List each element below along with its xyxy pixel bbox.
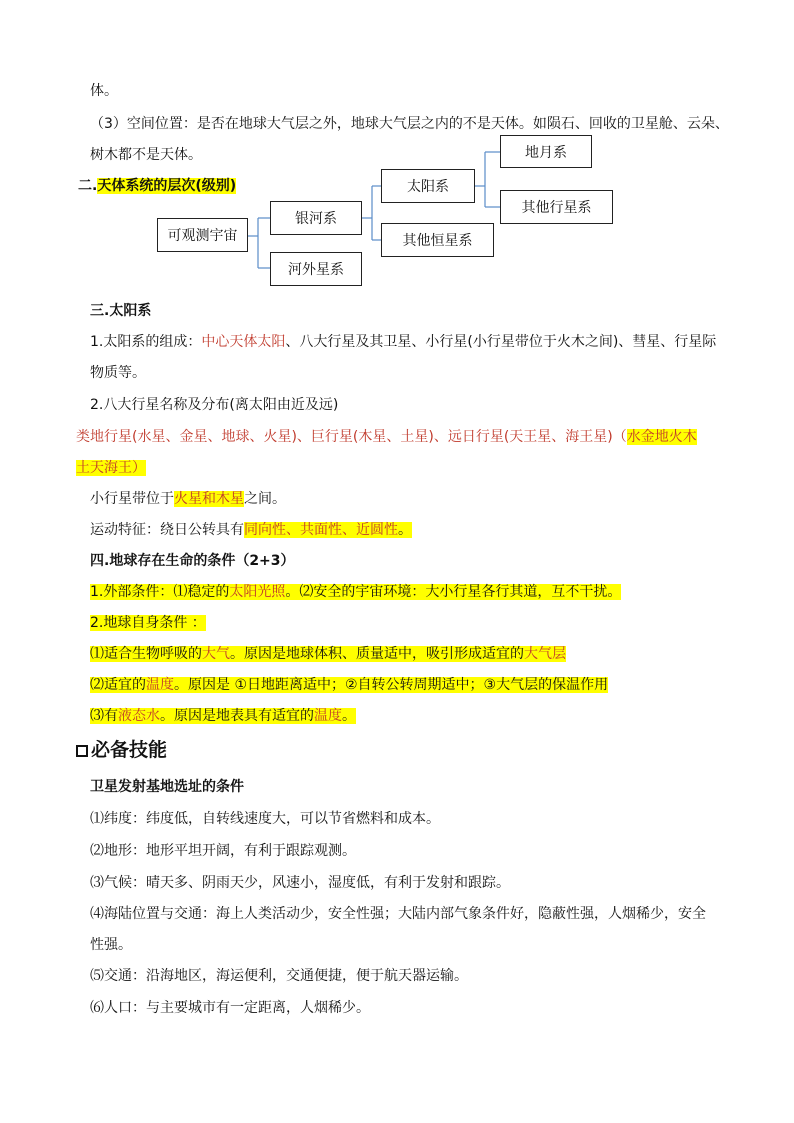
- skills-subheading: 卫星发射基地选址的条件: [90, 779, 244, 795]
- node-other-star-systems: 其他恒星系: [381, 223, 494, 257]
- node-other-planetary-systems: 其他行星系: [500, 190, 613, 224]
- paragraph-line: （3）空间位置：是否在地球大气层之外，地球大气层之内的不是天体。如陨石、回收的卫星舱、云朵、: [90, 116, 729, 132]
- paragraph-line: 1.外部条件：⑴稳定的太阳光照。⑵安全的宇宙环境：大小行星各行其道，互不干扰。: [90, 584, 622, 600]
- paragraph-line: 类地行星(水星、金星、地球、火星)、巨行星(木星、土星)、远日行星(天王星、海王星)（水金地火木: [76, 429, 697, 445]
- paragraph-line: ⑴适合生物呼吸的大气。原因是地球体积、质量适中，吸引形成适宜的大气层: [90, 646, 566, 662]
- paragraph-line: ⑶有液态水。原因是地表具有适宜的温度。: [90, 708, 356, 724]
- heading-text: 天体系统的层次(级别): [97, 178, 237, 194]
- paragraph-line: 树木都不是天体。: [90, 147, 202, 163]
- node-solar-system: 太阳系: [381, 169, 475, 203]
- paragraph-line: ⑵适宜的温度。原因是 ①日地距离适中；②自转公转周期适中；③大气层的保温作用: [90, 677, 609, 693]
- paragraph-line: ⑷海陆位置与交通：海上人类活动少，安全性强；大陆内部气象条件好，隐蔽性强，人烟稀少，安全: [90, 906, 706, 922]
- paragraph-line: 性强。: [90, 937, 132, 953]
- node-extragalactic: 河外星系: [270, 252, 362, 286]
- paragraph-line: 物质等。: [90, 365, 146, 381]
- node-milky-way: 银河系: [270, 201, 362, 235]
- paragraph-line: 2.地球自身条件 ：: [90, 615, 206, 631]
- paragraph-line: 1.太阳系的组成：中心天体太阳、八大行星及其卫星、小行星(小行星带位于火木之间)、彗星、行星际: [90, 334, 717, 350]
- node-observable-universe: 可观测宇宙: [157, 218, 248, 252]
- paragraph-line: ⑴纬度：纬度低，自转线速度大，可以节省燃料和成本。: [90, 811, 440, 827]
- paragraph-line: 土天海王）: [76, 460, 146, 476]
- checkbox-square-icon: [76, 745, 88, 757]
- node-earth-moon: 地月系: [500, 135, 592, 168]
- heading-prefix: 二.: [78, 178, 98, 194]
- section-heading-4: 四.地球存在生命的条件（2+3）: [90, 553, 295, 569]
- skills-heading: 必备技能: [76, 738, 167, 762]
- paragraph-line: 2.八大行星名称及分布(离太阳由近及远): [90, 397, 339, 413]
- paragraph-line: 小行星带位于火星和木星之间。: [90, 491, 286, 507]
- section-heading-3: 三.太阳系: [90, 303, 152, 319]
- paragraph-line: ⑶气候：晴天多、阴雨天少，风速小，湿度低，有利于发射和跟踪。: [90, 875, 510, 891]
- paragraph-line: 体。: [90, 83, 118, 99]
- paragraph-line: ⑹人口：与主要城市有一定距离，人烟稀少。: [90, 1000, 370, 1016]
- paragraph-line: ⑸交通：沿海地区，海运便利，交通便捷，便于航天器运输。: [90, 968, 468, 984]
- paragraph-line: 运动特征：绕日公转具有同向性、共面性、近圆性。: [90, 522, 412, 538]
- paragraph-line: ⑵地形：地形平坦开阔，有利于跟踪观测。: [90, 843, 356, 859]
